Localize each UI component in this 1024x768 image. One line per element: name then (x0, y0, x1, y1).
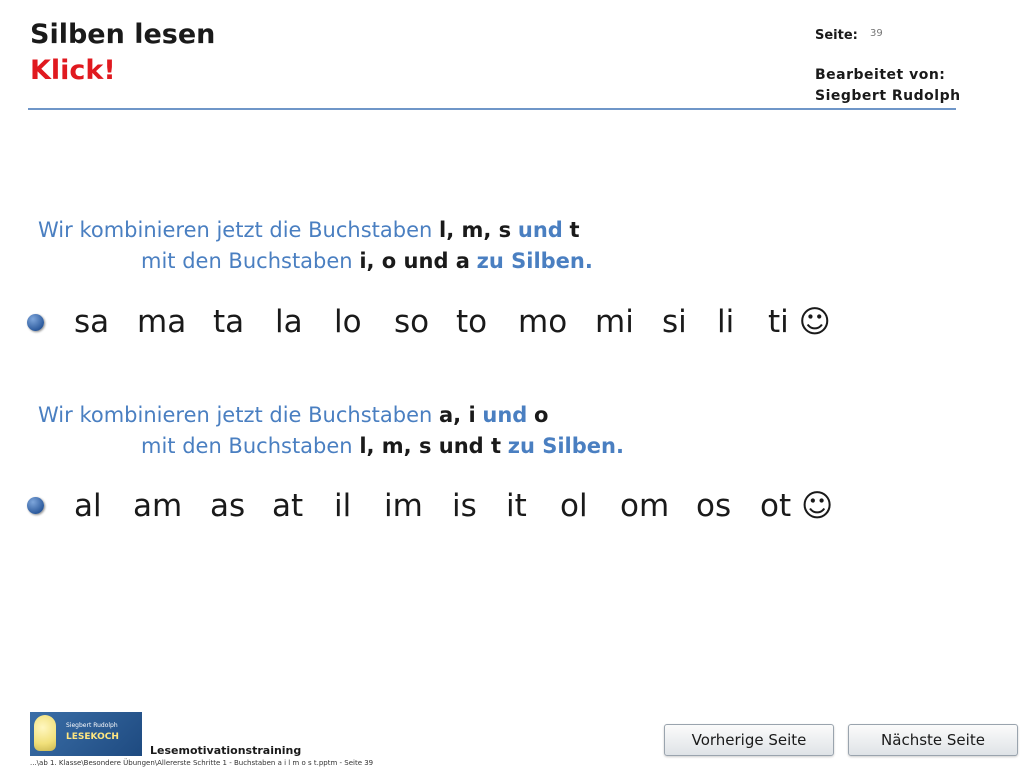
syllable: so (394, 304, 430, 340)
instruction-text: mit den Buchstaben (141, 249, 353, 273)
instruction-2-line-1 (38, 400, 624, 431)
instruction-suffix: zu Silben. (507, 434, 624, 458)
page-label: Seite: (815, 28, 858, 43)
syllable: at (272, 488, 304, 524)
page-title: Silben lesen (30, 19, 216, 50)
previous-page-button[interactable]: Vorherige Seite (664, 724, 834, 756)
logo-author: Siegbert Rudolph (66, 722, 118, 729)
syllable: mi (595, 304, 634, 340)
letters-set: a, i (439, 403, 476, 427)
syllable-row-1 (0, 302, 1024, 344)
edited-by-label: Bearbeitet von: (815, 67, 946, 83)
instruction-1-line-1 (38, 215, 593, 246)
syllable-row-2 (0, 486, 1024, 528)
instruction-1 (38, 215, 593, 277)
syllable: ol (560, 488, 588, 524)
syllable: ti ☺ (768, 304, 831, 340)
syllable: ta (213, 304, 245, 340)
und-word: und (482, 403, 528, 427)
instruction-text: mit den Buchstaben (141, 434, 353, 458)
page-subtitle: Klick! (30, 55, 116, 86)
lesekoch-logo (30, 712, 142, 756)
syllable: am (133, 488, 183, 524)
syllable: ma (137, 304, 187, 340)
instruction-text: Wir kombinieren jetzt die Buchstaben (38, 218, 433, 242)
instruction-1-line-2 (38, 246, 593, 277)
instruction-2 (38, 400, 624, 462)
syllable: to (456, 304, 488, 340)
footer-file-path: ...\ab 1. Klasse\Besondere Übungen\Allererste Schritte 1 - Buchstaben a i l m o s t.pptm - Seite 39 (30, 759, 374, 767)
instruction-2-line-2 (38, 431, 624, 462)
letters-set: l, m, s (439, 218, 512, 242)
letters-set: i, o und a (359, 249, 470, 273)
syllable: os (696, 488, 732, 524)
syllable: om (620, 488, 670, 524)
syllable: ot ☺ (760, 488, 834, 524)
lightbulb-icon (34, 715, 56, 751)
instruction-suffix: zu Silben. (476, 249, 593, 273)
footer-title: Lesemotivationstraining (150, 744, 302, 757)
page-number: 39 (870, 28, 883, 39)
syllable: lo (334, 304, 362, 340)
syllable: la (275, 304, 303, 340)
syllable: is (452, 488, 477, 524)
syllable: as (210, 488, 246, 524)
instruction-text: Wir kombinieren jetzt die Buchstaben (38, 403, 433, 427)
und-word: und (517, 218, 563, 242)
logo-brand: LESEKOCH (66, 732, 119, 742)
syllable: al (74, 488, 102, 524)
syllable: it (506, 488, 527, 524)
syllable: il (334, 488, 352, 524)
syllable: im (384, 488, 423, 524)
author-name: Siegbert Rudolph (815, 88, 961, 104)
next-page-button[interactable]: Nächste Seite (848, 724, 1018, 756)
letters-set: l, m, s und t (359, 434, 502, 458)
syllable: sa (74, 304, 110, 340)
syllable: mo (518, 304, 568, 340)
letters-set: t (569, 218, 580, 242)
letters-set: o (534, 403, 549, 427)
syllable: si (662, 304, 687, 340)
syllable: li (717, 304, 735, 340)
header-divider (28, 108, 956, 110)
